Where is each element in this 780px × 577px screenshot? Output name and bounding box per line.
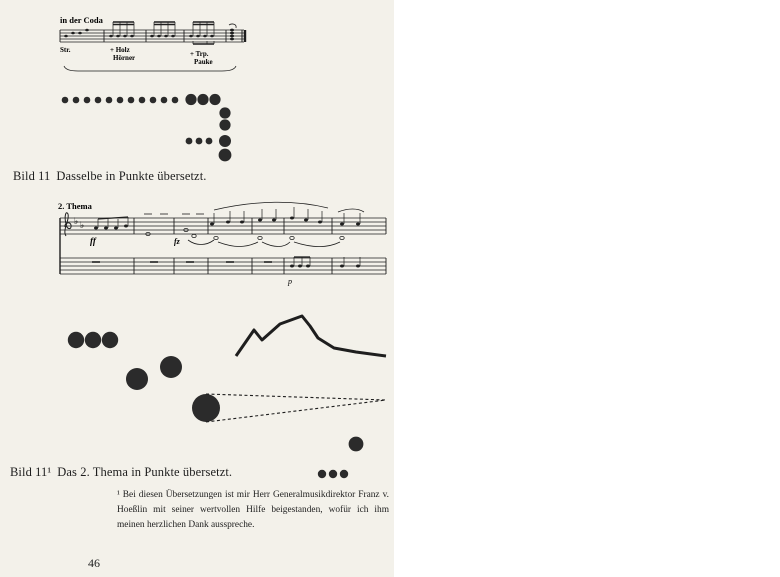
flat-sign-icon: ♭ [80,220,85,230]
coda-score-excerpt [56,14,256,76]
dynamic-p: p [288,277,292,286]
thema-stems [98,207,360,266]
caption-bild-11-1-label: Bild 11¹ [10,465,52,479]
coda-label-trumpets: + Trp. [190,50,209,58]
coda-bracket [64,66,236,71]
caption-bild-11-label: Bild 11 [13,169,51,183]
coda-label-winds: + Holz [110,46,130,54]
dynamic-fz: fz [174,237,180,246]
caption-bild-11-1-text: Das 2. Thema in Punkte übersetzt. [57,465,233,479]
thema-lower-staff [60,258,386,274]
flat-sign-icon: ♭ [74,216,79,226]
coda-label-strings: Str. [60,46,71,54]
thema-score-excerpt [56,200,388,286]
coda-label-timpani: Pauke [194,58,213,66]
melodic-contour-line [236,316,386,356]
footnote: ¹ Bei diesen Übersetzungen ist mir Herr Generalmusikdirektor Franz v. Hoeßlin mit seiner wertvollen Hilfe beigestanden, wofür ich ihm meinen herzlichen Dank ausspreche. [117,490,389,530]
coda-label-horns: Hörner [113,54,136,62]
dashed-cone [206,394,386,422]
caption-bild-11 [13,169,207,184]
bild11-dots [56,90,246,166]
thema-barlines [60,218,386,274]
coda-notes [64,29,234,41]
dynamic-ff: ff [90,236,96,246]
caption-bild-11-1 [10,465,232,480]
caption-bild-11-text: Dasselbe in Punkte übersetzt. [56,169,207,183]
thema-slurs [188,202,364,246]
treble-clef-icon [65,213,71,236]
coda-heading: in der Coda [60,15,103,25]
page-number: 46 [88,556,100,570]
bild11-1-dots-and-curves [56,310,392,482]
thema-heading: 2. Thema [58,201,92,211]
thema-upper-staff [60,218,386,234]
